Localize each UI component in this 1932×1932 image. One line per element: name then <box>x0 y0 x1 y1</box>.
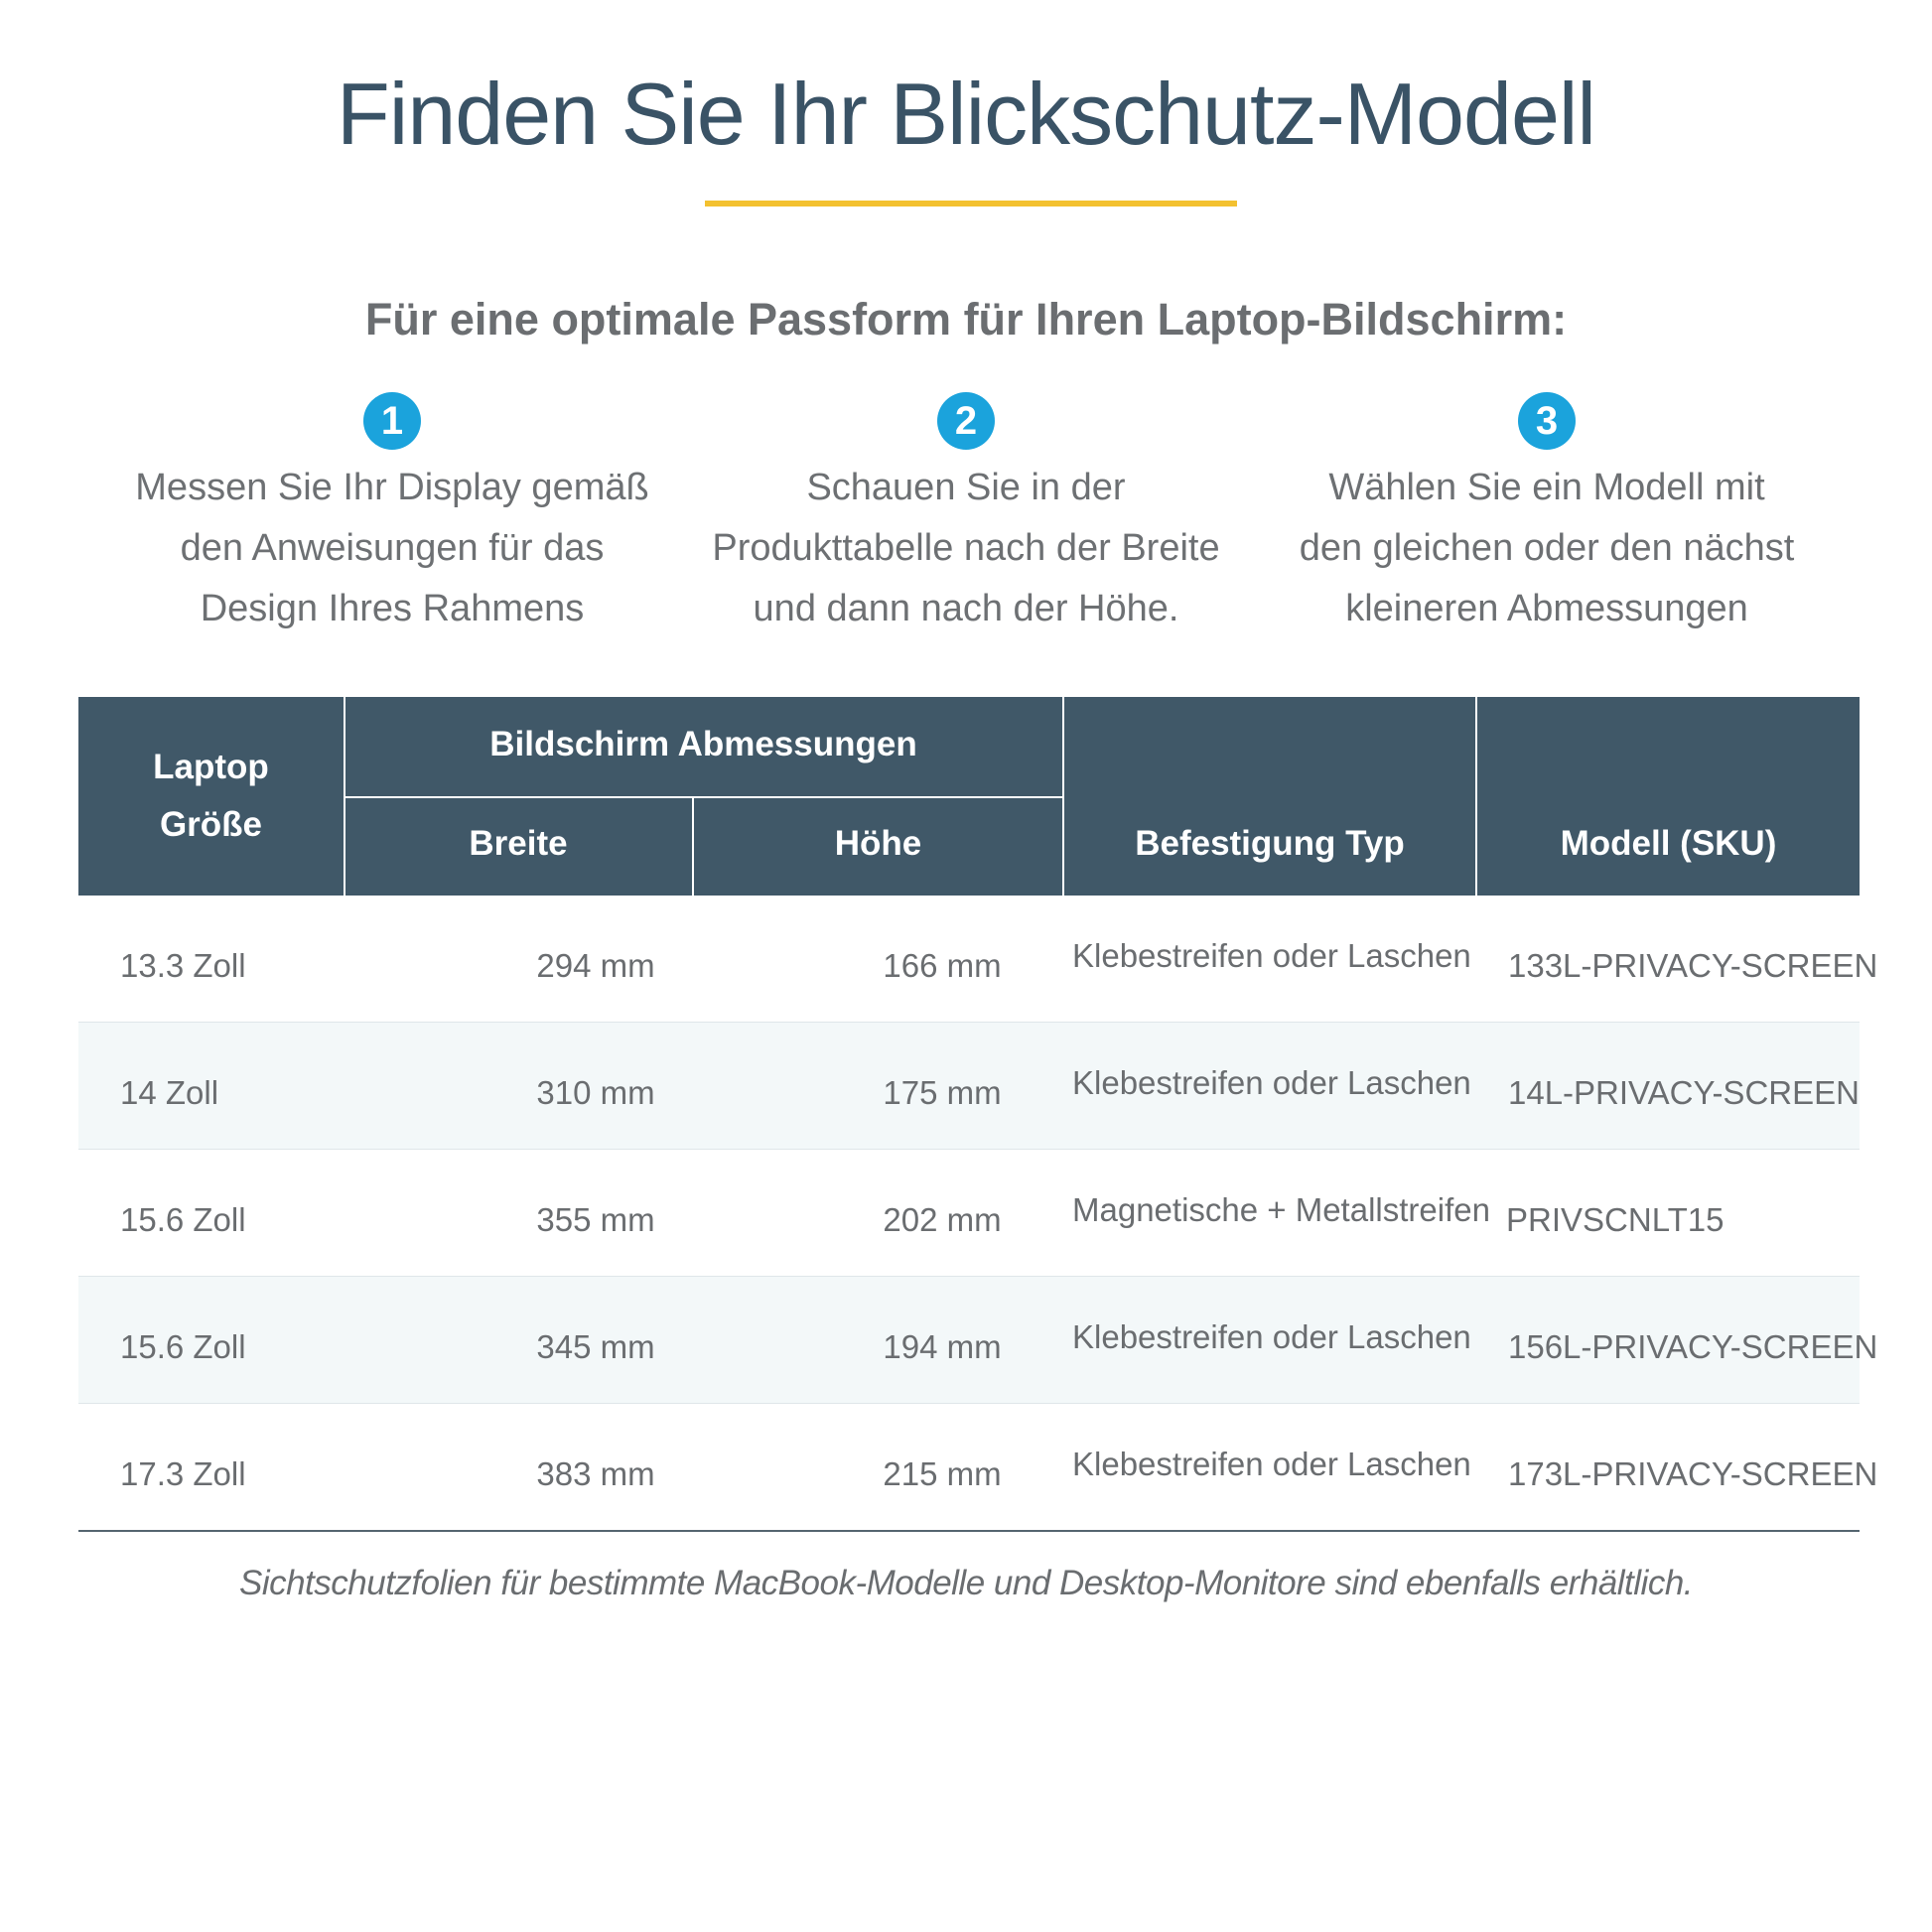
cell-size: 15.6 Zoll <box>120 1328 246 1365</box>
cell-height: 175 mm <box>883 1074 1002 1111</box>
cell-width: 310 mm <box>536 1074 655 1111</box>
step-text <box>114 458 670 639</box>
cell-size: 13.3 Zoll <box>120 947 246 984</box>
cell-sku: 156L-PRIVACY-SCREEN <box>1508 1328 1878 1365</box>
table-row <box>78 1404 1878 1532</box>
cell-sku: 173L-PRIVACY-SCREEN <box>1508 1455 1878 1492</box>
cell-mount-type: Klebestreifen oder Laschen <box>1072 937 1471 974</box>
step-number-badge: 2 <box>937 392 995 450</box>
cell-width: 355 mm <box>536 1201 655 1238</box>
cell-height: 202 mm <box>883 1201 1002 1238</box>
step-text-line: Schauen Sie in der <box>806 467 1126 508</box>
header-divider <box>1475 697 1477 896</box>
step-text-line: kleineren Abmessungen <box>1345 588 1748 629</box>
cell-size: 14 Zoll <box>120 1074 219 1111</box>
step-text <box>688 458 1244 639</box>
cell-mount-type: Klebestreifen oder Laschen <box>1072 1318 1471 1355</box>
header-laptop-size <box>78 739 344 854</box>
table-row <box>78 896 1878 1023</box>
cell-mount-type: Klebestreifen oder Laschen <box>1072 1064 1471 1101</box>
cell-height: 215 mm <box>883 1455 1002 1492</box>
table-row <box>78 1150 1860 1277</box>
cell-width: 294 mm <box>536 947 655 984</box>
step-3 <box>1269 392 1825 639</box>
step-text-line: Produkttabelle nach der Breite <box>712 527 1220 569</box>
header-dimensions: Bildschirm Abmessungen <box>489 725 917 763</box>
page-title: Finden Sie Ihr Blickschutz-Modell <box>337 65 1595 163</box>
header-divider <box>345 796 1062 798</box>
cell-width: 383 mm <box>536 1455 655 1492</box>
cell-size: 15.6 Zoll <box>120 1201 246 1238</box>
cell-size: 17.3 Zoll <box>120 1455 246 1492</box>
step-text <box>1269 458 1825 639</box>
header-width: Breite <box>469 824 568 863</box>
header-mount-type: Befestigung Typ <box>1135 824 1405 863</box>
step-text-line: Wählen Sie ein Modell mit <box>1328 467 1765 508</box>
cell-sku: 133L-PRIVACY-SCREEN <box>1508 947 1878 984</box>
cell-sku: PRIVSCNLT15 <box>1506 1201 1725 1238</box>
cell-mount-type: Magnetische + Metallstreifen <box>1072 1191 1490 1228</box>
step-text-line: und dann nach der Höhe. <box>753 588 1179 629</box>
table-header <box>78 697 1860 896</box>
header-model-sku: Modell (SKU) <box>1560 824 1777 863</box>
step-text-line: Design Ihres Rahmens <box>200 588 585 629</box>
header-divider <box>1062 697 1064 896</box>
step-text-line: Messen Sie Ihr Display gemäß <box>135 467 649 508</box>
step-number-badge: 3 <box>1518 392 1576 450</box>
step-number-badge: 1 <box>363 392 421 450</box>
table-row <box>78 1277 1878 1404</box>
cell-height: 166 mm <box>883 947 1002 984</box>
step-text-line: den Anweisungen für das <box>180 527 605 569</box>
step-1 <box>114 392 670 639</box>
table-row <box>78 1023 1860 1150</box>
header-laptop-line: Laptop <box>153 748 269 786</box>
table-body <box>78 896 1878 1532</box>
cell-height: 194 mm <box>883 1328 1002 1365</box>
cell-width: 345 mm <box>536 1328 655 1365</box>
title-underline <box>705 201 1237 207</box>
cell-sku: 14L-PRIVACY-SCREEN <box>1508 1074 1860 1111</box>
subtitle: Für eine optimale Passform für Ihren Laptop-Bildschirm: <box>364 294 1568 345</box>
cell-mount-type: Klebestreifen oder Laschen <box>1072 1446 1471 1482</box>
header-height: Höhe <box>834 824 922 863</box>
step-2 <box>688 392 1244 639</box>
step-text-line: den gleichen oder den nächst <box>1299 527 1795 569</box>
footnote: Sichtschutzfolien für bestimmte MacBook-Modelle und Desktop-Monitore sind ebenfalls erhältlich. <box>238 1564 1694 1602</box>
header-laptop-line: Größe <box>159 805 263 844</box>
